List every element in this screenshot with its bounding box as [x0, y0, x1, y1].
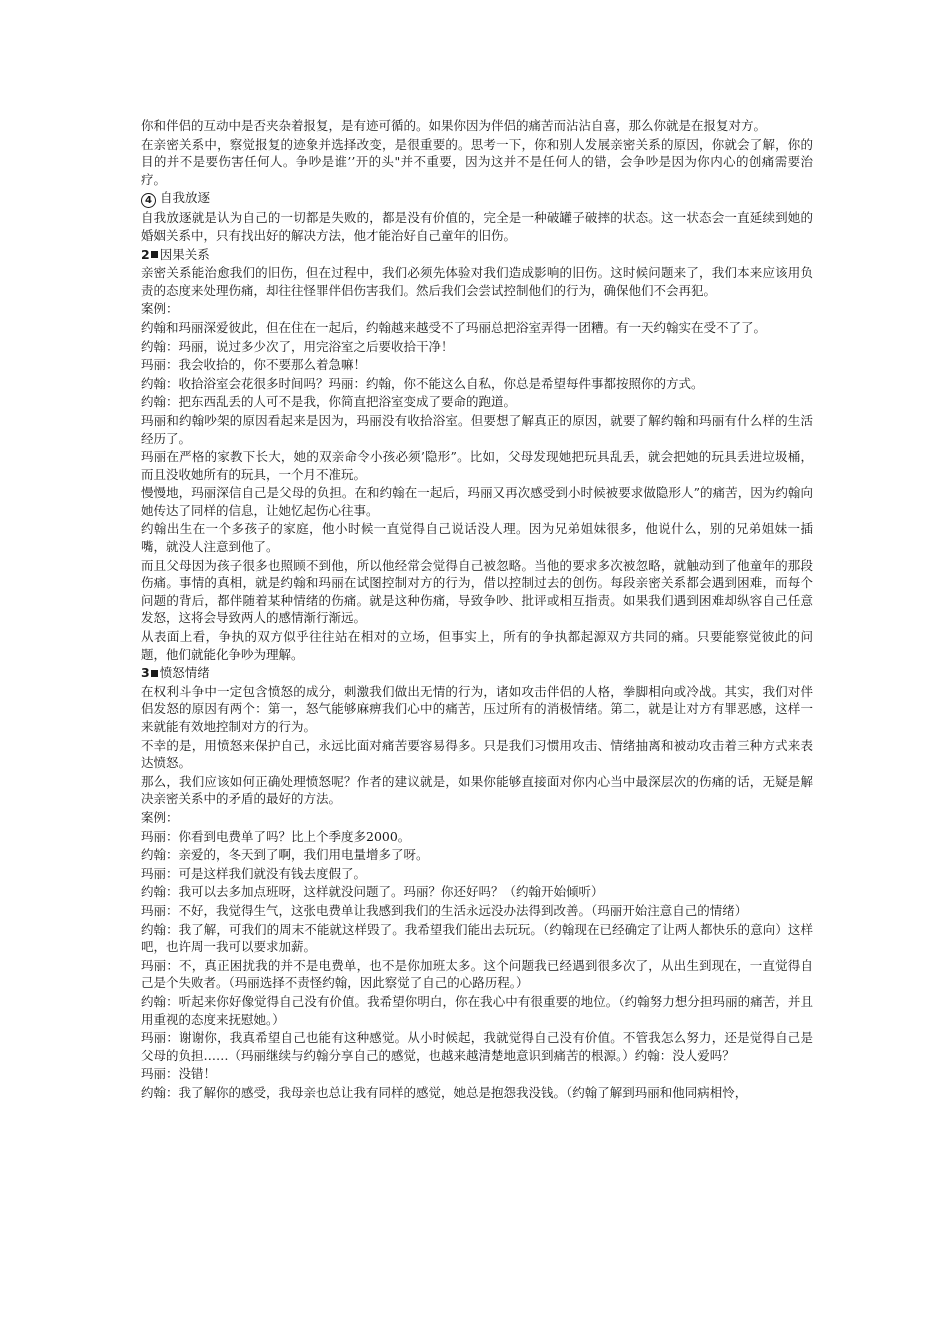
- section-heading: [141, 246, 813, 264]
- paragraph: 从表面上看，争执的双方似乎往往站在相对的立场，但事实上，所有的争执都起源双方共同的痛。只要能察觉彼此的问题，他们就能化争吵为理解。: [141, 629, 813, 662]
- paragraph: 亲密关系能治愈我们的旧伤，但在过程中，我们必须先体验对我们造成影响的旧伤。这时候问题来了，我们本来应该用负责的态度来处理伤痛，却往往怪罪伴侣伤害我们。然后我们会尝试控制他们的行为，确保他们不会再犯。: [141, 265, 813, 298]
- paragraph: 玛丽：没错！: [141, 1066, 217, 1082]
- paragraph: 在亲密关系中，察觉报复的迹象并选择改变，是很重要的。思考一下，你和别人发展亲密关系的原因，你就会了解，你的目的并不是要伤害任何人。争吵是谁’’开的头"并不重要，因为这并不是任何人的错，会争吵是因为你内心的创痛需要治疗。: [141, 136, 813, 187]
- document-page: [141, 117, 813, 1102]
- paragraph: 约翰：玛丽，说过多少次了，用完浴室之后要收拾干净！: [141, 338, 454, 354]
- paragraph: 约翰：我可以去多加点班呀，这样就没问题了。玛丽？你还好吗？（约翰开始倾听）: [141, 884, 604, 900]
- circled-number-marker: 4: [141, 193, 156, 208]
- paragraph: 玛丽：你看到电费单了吗？比上个季度多2000。: [141, 828, 411, 844]
- paragraph: 不幸的是，用愤怒来保护自己，永远比面对痛苦要容易得多。只是我们习惯用攻击、情绪抽离和被动攻击着三种方式来表达愤怒。: [141, 737, 813, 771]
- section-heading: [141, 664, 813, 682]
- paragraph: 约翰：把东西乱丢的人可不是我，你简直把浴室变成了要命的跑道。: [141, 394, 517, 410]
- paragraph: 玛丽：我会收拾的，你不要那么着急嘛！: [141, 357, 367, 373]
- paragraph: 你和伴侣的互动中是否夹杂着报复，是有迹可循的。如果你因为伴侣的痛苦而沾沾自喜，那么你就是在报复对方。: [141, 118, 767, 133]
- heading-text: 愤怒情绪: [159, 665, 210, 681]
- section-number: 3: [141, 665, 150, 681]
- paragraph: 案例：: [141, 809, 179, 825]
- paragraph: 案例：: [141, 301, 179, 317]
- paragraph: 自我放逐就是认为自己的一切都是失败的，都是没有价值的，完全是一种破罐子破摔的状态。这一状态会一直延续到她的婚姻关系中，只有找出好的解决方法，他才能治好自己童年的旧伤。: [141, 210, 813, 243]
- square-bullet-icon: [151, 251, 158, 258]
- paragraph: 玛丽：谢谢你，我真希望自己也能有这种感觉。从小时候起，我就觉得自己没有价值。不管我怎么努力，还是觉得自己是父母的负担……（玛丽继续与约翰分享自己的感觉，也越来越清楚地意识到痛苦的根源。）约翰：没人爱吗？: [141, 1030, 813, 1063]
- paragraph: 约翰：亲爱的，冬天到了啊，我们用电量增多了呀。: [141, 847, 429, 863]
- paragraph: 约翰：听起来你好像觉得自己没有价值。我希望你明白，你在我心中有很重要的地位。（约翰努力想分担玛丽的痛苦，并且用重视的态度来抚慰她。）: [141, 993, 813, 1027]
- paragraph: 玛丽在严格的家教下长大，她的双亲命令小孩必须’隐形”。比如，父母发现她把玩具乱丢，就会把她的玩具丢进垃圾桶，而且没收她所有的玩具，一个月不准玩。: [141, 449, 813, 482]
- paragraph: 玛丽和约翰吵架的原因看起来是因为，玛丽没有收拾浴室。但要想了解真正的原因，就要了解约翰和玛丽有什么样的生活经历了。: [141, 412, 813, 446]
- paragraph: 约翰和玛丽深爱彼此，但在住在一起后，约翰越来越受不了玛丽总把浴室弄得一团糟。有一天约翰实在受不了了。: [141, 319, 767, 335]
- paragraph: 玛丽：不好，我觉得生气，这张电费单让我感到我们的生活永远没办法得到改善。（玛丽开始注意自己的情绪）: [141, 902, 748, 918]
- paragraph: 在权利斗争中一定包含愤怒的成分，刺激我们做出无情的行为，诸如攻击伴侣的人格，拳脚相向或冷战。其实，我们对伴侣发怒的原因有两个：第一，怒气能够麻痹我们心中的痛苦，压过所有的消极情绪。第二，就是让对方有罪恶感，这样一来就能有效地控制对方的行为。: [141, 683, 813, 734]
- paragraph: 玛丽：可是这样我们就没有钱去度假了。: [141, 865, 367, 881]
- heading-text: 自我放逐: [160, 190, 211, 206]
- paragraph: 慢慢地，玛丽深信自己是父母的负担。在和约翰在一起后，玛丽又再次感受到小时候被要求做隐形人”的痛苦，因为约翰向她传达了同样的信息，让她忆起伤心往事。: [141, 485, 813, 518]
- section-number: 2: [141, 246, 150, 262]
- paragraph: 约翰出生在一个多孩子的家庭，他小时候一直觉得自己说话没人理。因为兄弟姐妹很多，他说什么，别的兄弟姐妹一插嘴，就没人注意到他了。: [141, 521, 813, 555]
- paragraph: 而且父母因为孩子很多也照顾不到他，所以他经常会觉得自己被忽略。当他的要求多次被忽略，就触动到了他童年的那段伤痛。事情的真相，就是约翰和玛丽在试图控制对方的行为，借以控制过去的创伤。每段亲密关系都会遇到困难，而每个问题的背后，都伴随着某种情绪的伤痛。就是这种伤痛，导致争吵、批评或相互指责。如果我们遇到困难却纵容自己任意发怒，这将会导致两人的感情渐行渐远。: [141, 557, 813, 626]
- paragraph: 那么，我们应该如何正确处理愤怒呢？作者的建议就是，如果你能够直接面对你内心当中最深层次的伤痛的话，无疑是解决亲密关系中的矛盾的最好的方法。: [141, 773, 813, 807]
- paragraph: 玛丽：不，真正困扰我的并不是电费单，也不是你加班太多。这个问题我已经遇到很多次了，从出生到现在，一直觉得自己是个失败者。（玛丽选择不责怪约翰，因此察觉了自己的心路历程。）: [141, 957, 813, 991]
- section-heading: [141, 189, 813, 208]
- paragraph: 约翰：我了解，可我们的周末不能就这样毁了。我希望我们能出去玩玩。（约翰现在已经确定了让两人都快乐的意向）这样吧，也许周一我可以要求加薪。: [141, 921, 813, 955]
- paragraph: 约翰：收拾浴室会花很多时间吗？玛丽：约翰，你不能这么自私，你总是希望每件事都按照你的方式。: [141, 375, 704, 391]
- heading-text: 因果关系: [159, 246, 210, 262]
- paragraph: 约翰：我了解你的感受，我母亲也总让我有同样的感觉，她总是抱怨我没钱。（约翰了解到玛丽和他同病相怜，: [141, 1084, 748, 1100]
- square-bullet-icon: [151, 670, 158, 677]
